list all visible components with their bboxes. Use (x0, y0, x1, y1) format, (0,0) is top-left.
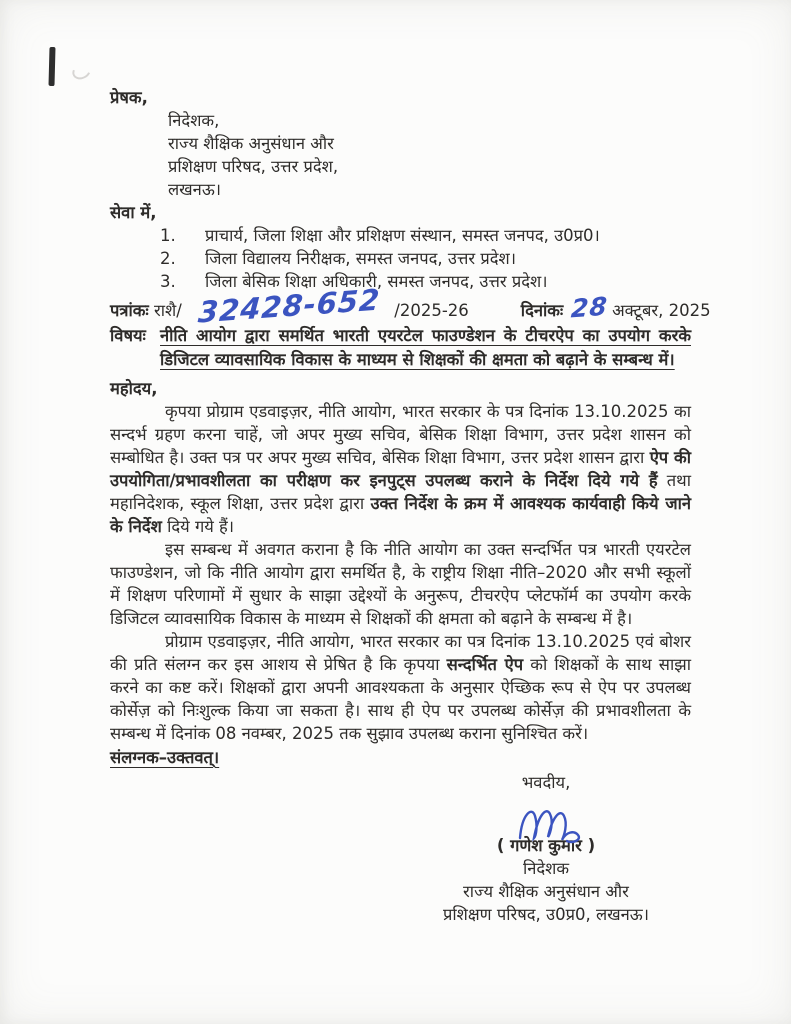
letter-no-label: पत्रांकः (110, 301, 149, 320)
recipient-number: 1. (160, 226, 176, 245)
sender-address-line: राज्य शैक्षिक अनुसंधान और (168, 134, 334, 153)
sender-address-line: प्रशिक्षण परिषद, उत्तर प्रदेश, (168, 157, 339, 176)
sender-block (110, 86, 691, 201)
signatory-org-line: राज्य शैक्षिक अनुसंधान और (463, 882, 629, 901)
recipient-text: जिला विद्यालय निरीक्षक, समस्त जनपद, उत्तर प्रदेश। (205, 249, 516, 268)
paragraph-run: दिये गये हैं। (161, 517, 235, 536)
sender-address-line: निदेशक, (168, 111, 220, 130)
recipients-label: सेवा में, (110, 203, 157, 222)
signatory-org-line: प्रशिक्षण परिषद, उ0प्र0, लखनऊ। (442, 905, 650, 924)
sender-address-line: लखनऊ। (168, 180, 222, 199)
scan-artifact-mark (48, 47, 55, 86)
paragraph-run: प्रोग्राम एडवाइज़र, नीति आयोग, भारत सरकार का पत्र दिनांक 13.10.2025 एवं बोशर की प्रति संलग्न कर इस आशय से प्रेषित है कि कृपया (110, 632, 691, 674)
paragraph-run: तथा महानिदेशक, स्कूल शिक्षा, उत्तर प्रदेश द्वारा (110, 471, 691, 513)
date-text: अक्टूबर, 2025 (612, 301, 711, 320)
recipient-number: 2. (160, 249, 176, 268)
sender-label: प्रेषक, (110, 88, 148, 107)
reference-row (110, 282, 711, 330)
date-label: दिनांकः (520, 301, 564, 320)
scan-artifact-curve (70, 61, 94, 83)
closing-block (406, 771, 686, 926)
recipient-number: 3. (160, 272, 176, 291)
recipient-item (110, 270, 691, 293)
recipients-block (110, 201, 691, 293)
body-paragraph-1 (110, 400, 691, 538)
valediction: भवदीय, (521, 773, 571, 792)
paragraph-run: इस सम्बन्ध में अवगत कराना है कि नीति आयोग का उक्त सन्दर्भित पत्र भारती एयरटेल फाउण्डेशन, जो कि नीति आयोग द्वारा समर्थित है, के राष्ट्रीय शिक्षा नीति–2020 और सभी स्कूलों में शिक्षण परिणामों में सुधार के साझा उद्देश्यों के अनुरूप, टीचरऐप प्लेटफॉर्म का उपयोग करके डिजिटल व्यावसायिक विकास के माध्यम से शिक्षकों की क्षमता को बढ़ाने के सम्बन्ध में है। (110, 540, 691, 628)
subject-label: विषयः (110, 326, 146, 345)
paragraph-run: कृपया प्रोग्राम एडवाइज़र, नीति आयोग, भारत सरकार के पत्र दिनांक 13.10.2025 का सन्दर्भ ग्रहण करना चाहें, जो अपर मुख्य सचिव, बेसिक शिक्षा विभाग, उत्तर प्रदेश शासन को सम्बोधित है। उक्त पत्र पर अपर मुख्य सचिव, बेसिक शिक्षा विभाग, उत्तर प्रदेश शासन द्वारा (110, 402, 691, 467)
recipient-item (110, 224, 691, 247)
letter-content (110, 86, 711, 926)
recipient-item (110, 247, 691, 270)
paragraph-run-bold: उक्त निर्देश के क्रम में आवश्यक कार्यवाही किये जाने के निर्देश (110, 494, 692, 536)
subject-row (110, 324, 691, 372)
paragraph-run-bold: ऐप की उपयोगिता/प्रभावशीलता का परीक्षण कर इनपुट्स उपलब्ध कराने के निर्देश दिये गये हैं (110, 448, 691, 490)
signatory-designation: निदेशक (522, 859, 570, 878)
body-paragraph-2 (110, 538, 691, 630)
subject-text: नीति आयोग द्वारा समर्थित भारती एयरटेल फाउण्डेशन के टीचरऐप का उपयोग करके डिजिटल व्यावसायिक विकास के माध्यम से शिक्षकों की क्षमता को बढ़ाने के सम्बन्ध में। (160, 326, 691, 369)
signature-scribble-icon (512, 802, 596, 848)
date-handwritten: 28 (570, 291, 610, 324)
enclosure-note: संलग्नक–उक्तवत्। (110, 748, 220, 767)
recipient-text: प्राचार्य, जिला शिक्षा और प्रशिक्षण संस्थान, समस्त जनपद, उ0प्र0। (205, 226, 600, 245)
body-paragraph-3 (110, 630, 691, 745)
paragraph-run: को शिक्षकों के साथ साझा करने का कष्ट करें। शिक्षकों द्वारा अपनी आवश्यकता के अनुसार ऐच्छिक रूप से ऐप पर उपलब्ध कोर्सेज़ को निःशुल्क किया जा सकता है। साथ ही ऐप पर उपलब्ध कोर्सेज़ की प्रभावशीलता के सम्बन्ध में दिनांक 08 नवम्बर, 2025 तक सुझाव उपलब्ध कराना सुनिश्चित करें। (110, 655, 691, 743)
salutation: महोदय, (110, 379, 158, 398)
letter-no-handwritten: 32428-652 (196, 282, 382, 330)
paragraph-run-bold: सन्दर्भित ऐप (446, 655, 524, 674)
signatory-name: ( गणेश कुमार ) (496, 836, 596, 855)
recipient-text: जिला बेसिक शिक्षा अधिकारी, समस्त जनपद, उत्तर प्रदेश। (205, 272, 548, 291)
letter-no-prefix: राशै/ (154, 301, 182, 320)
letter-no-suffix: /2025-26 (394, 301, 469, 320)
